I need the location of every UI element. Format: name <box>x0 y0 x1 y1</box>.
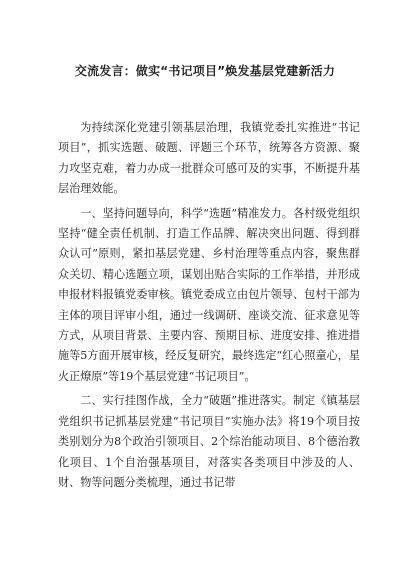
paragraph-section-1: 一、坚持问题导向，科学“选题”精准发力。各村级党组织坚持“健全责任机制、打造工作品牌、解决突出问题、得到群众认可”原则，紧扣基层党建、乡村治理等重点内容，聚焦群众关切、精心选题立项，谋划出贴合实际的工作举措，并形成申报材料报镇党委审核。镇党委成立由包片领导、包村干部为主体的项目评审小组，通过一线调研、座谈交流、征求意见等方式，从项目背景、主要内容、预期目标、进度安排、推进措施等5方面开展审核，经反复研究，最终选定“红心照童心，星火正燎原”等19个基层党建“书记项目”。 <box>58 206 360 383</box>
paragraph-section-2: 二、实行挂图作战，全力“破题”推进落实。制定《镇基层党组织书记抓基层党建“书记项目”实施办法》将19个项目按类别划分为8个政治引领项目、2个综治能动项目、8个德治教化项目、1个自治强基项目，对落实各类项目中涉及的人、财、物等问题分类梳理，通过书记带 <box>58 394 360 489</box>
document-body <box>58 118 360 497</box>
document-title: 交流发言：做实“书记项目”焕发基层党建新活力 <box>74 64 336 78</box>
paragraph-intro: 为持续深化党建引领基层治理，我镇党委扎实推进“书记项目”，抓实选题、破题、评题三个环节，统筹各方资源、聚力攻坚克难，着力办成一批群众可感可及的实事，不断提升基层治理效能。 <box>58 121 360 196</box>
